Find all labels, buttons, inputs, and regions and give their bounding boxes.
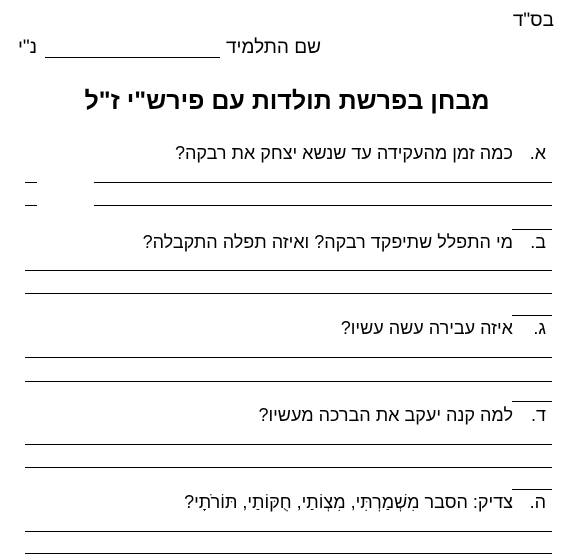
answer-line[interactable]: [25, 553, 552, 554]
answer-line[interactable]: [25, 357, 552, 358]
answer-line[interactable]: [25, 531, 552, 532]
points-line[interactable]: [512, 315, 552, 316]
bsd-header: בס"ד: [512, 10, 554, 31]
points-line[interactable]: [512, 489, 552, 490]
student-name-label: שם התלמיד: [225, 37, 321, 58]
question-1: [175, 143, 546, 164]
question-text: צדיק: הסבר מִשְׁמַרְתִּי, מִצְוֹתַי, חֻקּוֹתַי, תּוֹרֹתָי?: [184, 492, 513, 512]
ni-label: נ"י: [18, 37, 38, 58]
student-name-field[interactable]: [102, 57, 220, 58]
answer-line[interactable]: [25, 467, 552, 468]
question-4: [258, 405, 546, 426]
question-letter: ד.: [531, 405, 546, 425]
student-name-line-extension: [45, 57, 102, 58]
answer-line[interactable]: [25, 293, 552, 294]
question-5: [184, 492, 546, 513]
question-letter: ג.: [533, 318, 546, 338]
answer-margin-line: [25, 182, 37, 183]
answer-line[interactable]: [25, 444, 552, 445]
question-3: [341, 318, 546, 339]
answer-margin-line: [25, 205, 37, 206]
answer-line[interactable]: [25, 381, 552, 382]
answer-line[interactable]: [94, 205, 552, 206]
question-letter: ה.: [529, 492, 546, 512]
points-line[interactable]: [512, 229, 552, 230]
question-text: כמה זמן מהעקידה עד שנשא יצחק את רבקה?: [174, 143, 513, 163]
question-text: איזה עבירה עשה עשיו?: [340, 318, 513, 338]
answer-line[interactable]: [25, 270, 552, 271]
question-letter: א.: [529, 143, 546, 163]
answer-line[interactable]: [94, 182, 552, 183]
question-text: למה קנה יעקב את הברכה מעשיו?: [258, 405, 513, 425]
question-text: מי התפלל שתיפקד רבקה? ואיזה תפלה התקבלה?: [142, 232, 513, 252]
points-line[interactable]: [512, 401, 552, 402]
question-2: [143, 232, 546, 253]
question-letter: ב.: [530, 232, 546, 252]
page-title: מבחן בפרשת תולדות עם פירש"י ז"ל: [84, 87, 490, 115]
